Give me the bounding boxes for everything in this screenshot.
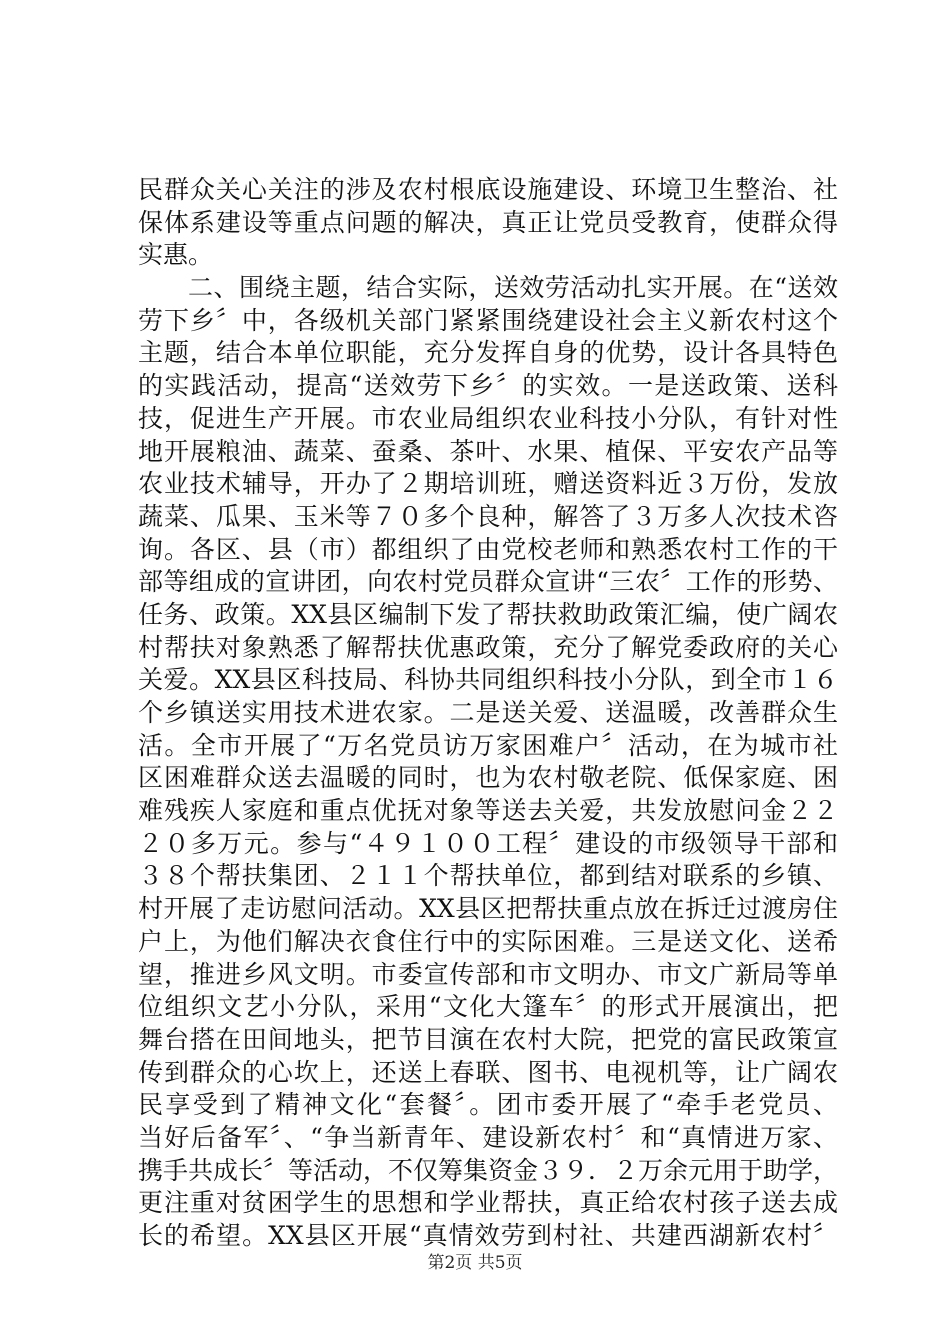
text-line: 关爱。XX县区科技局、科协共同组织科技小分队，到全市１６ <box>138 665 838 695</box>
text-line: ３８个帮扶集团、２１１个帮扶单位，都到结对联系的乡镇、 <box>138 861 838 891</box>
text-line: 的实践活动，提高“送效劳下乡〞的实效。一是送政策、送科 <box>138 371 838 401</box>
text-line: 长的希望。XX县区开展“真情效劳到村社、共建西湖新农村〞 <box>138 1221 838 1250</box>
text-line: 民群众关心关注的涉及农村根底设施建设、环境卫生整治、社 <box>138 175 838 204</box>
text-line: 实惠。 <box>138 240 214 270</box>
text-line: 村开展了走访慰问活动。XX县区把帮扶重点放在拆迁过渡房住 <box>138 894 838 924</box>
text-line: 蔬菜、瓜果、玉米等７０多个良种，解答了３万多人次技术咨 <box>138 501 838 531</box>
text-line: 询。各区、县（市）都组织了由党校老师和熟悉农村工作的干 <box>138 534 838 564</box>
text-line: 民享受到了精神文化“套餐〞。团市委开展了“牵手老党员、 <box>138 1090 838 1120</box>
page-footer: 第2页 共5页 <box>427 1253 523 1273</box>
text-line: 活。全市开展了“万名党员访万家困难户〞活动，在为城市社 <box>138 730 838 760</box>
text-line: 村帮扶对象熟悉了解帮扶优惠政策，充分了解党委政府的关心 <box>138 632 838 662</box>
text-line: 望，推进乡风文明。市委宣传部和市文明办、市文广新局等单 <box>138 959 838 989</box>
text-line: 技，促进生产开展。市农业局组织农业科技小分队，有针对性 <box>138 403 838 433</box>
text-line: 位组织文艺小分队，采用“文化大篷车〞的形式开展演出，把 <box>138 992 838 1022</box>
text-line: 当好后备军〞、“争当新青年、建设新农村〞和“真情进万家、 <box>138 1122 838 1152</box>
text-line: 劳下乡〞中，各级机关部门紧紧围绕建设社会主义新农村这个 <box>138 305 838 335</box>
text-line: 携手共成长〞等活动，不仅筹集资金３９．２万余元用于助学， <box>138 1155 839 1185</box>
text-line: 保体系建设等重点问题的解决，真正让党员受教育，使群众得 <box>138 207 838 237</box>
text-line: 农业技术辅导，开办了２期培训班，赠送资料近３万份，发放 <box>138 469 838 499</box>
text-line: 传到群众的心坎上，还送上春联、图书、电视机等，让广阔农 <box>138 1057 838 1087</box>
text-line: 舞台搭在田间地头，把节目演在农村大院，把党的富民政策宣 <box>138 1024 838 1054</box>
text-line: ２０多万元。参与“４９１００工程〞建设的市级领导干部和 <box>138 828 838 858</box>
text-line: 更注重对贫困学生的思想和学业帮扶，真正给农村孩子送去成 <box>138 1188 838 1218</box>
text-line: 区困难群众送去温暖的同时，也为农村敬老院、低保家庭、困 <box>138 763 838 793</box>
text-line: 户上，为他们解决衣食住行中的实际困难。三是送文化、送希 <box>138 926 838 956</box>
text-line: 任务、政策。XX县区编制下发了帮扶救助政策汇编，使广阔农 <box>138 599 838 629</box>
text-line: 地开展粮油、蔬菜、蚕桑、茶叶、水果、植保、平安农产品等 <box>138 436 838 466</box>
text-line: 难残疾人家庭和重点优抚对象等送去关爱，共发放慰问金２２ <box>138 796 838 826</box>
text-line: 主题，结合本单位职能，充分发挥自身的优势，设计各具特色 <box>138 338 838 368</box>
text-line: 个乡镇送实用技术进农家。二是送关爱、送温暖，改善群众生 <box>138 698 838 727</box>
body-text <box>138 174 838 1253</box>
paragraph-first-line: 二、围绕主题，结合实际，送效劳活动扎实开展。在“送效 <box>188 273 838 303</box>
text-line: 部等组成的宣讲团，向农村党员群众宣讲“三农〞工作的形势、 <box>138 567 838 597</box>
